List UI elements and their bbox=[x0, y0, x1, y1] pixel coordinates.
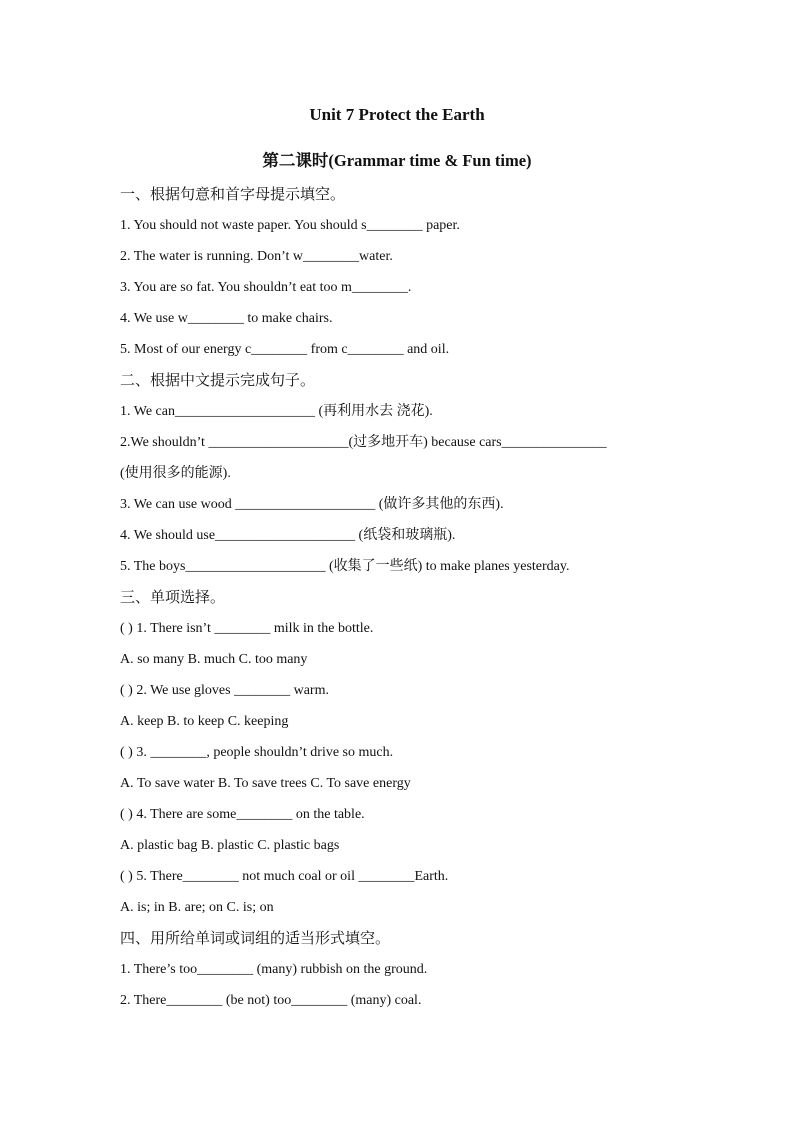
exercise-line: ( ) 2. We use gloves ________ warm. bbox=[120, 683, 329, 698]
exercise-line: 5. Most of our energy c________ from c________ and oil. bbox=[120, 342, 450, 357]
section-heading: 二、根据中文提示完成句子。 bbox=[120, 373, 316, 389]
exercise-line: A. is; in B. are; on C. is; on bbox=[120, 900, 274, 915]
exercise-line: 3. You are so fat. You shouldn’t eat too m________. bbox=[120, 280, 412, 295]
exercise-line: 5. The boys____________________ (收集了一些纸) to make planes yesterday. bbox=[120, 559, 570, 574]
exercise-line: 2.We shouldn’t ____________________(过多地开车) because cars_______________ bbox=[120, 435, 607, 450]
exercise-line: A. so many B. much C. too many bbox=[120, 652, 308, 667]
exercise-line: ( ) 3. ________, people shouldn’t drive so much. bbox=[120, 745, 394, 760]
section-heading: 四、用所给单词或词组的适当形式填空。 bbox=[120, 931, 391, 947]
exercise-line: 3. We can use wood ____________________ (做许多其他的东西). bbox=[120, 497, 504, 512]
exercise-line: A. To save water B. To save trees C. To save energy bbox=[120, 776, 411, 791]
exercise-line: 1. There’s too________ (many) rubbish on the ground. bbox=[120, 962, 428, 977]
exercise-line: ( ) 4. There are some________ on the table. bbox=[120, 807, 365, 822]
page-subtitle: 第二课时(Grammar time & Fun time) bbox=[262, 151, 532, 170]
exercise-line: A. plastic bag B. plastic C. plastic bags bbox=[120, 838, 340, 853]
exercise-line: 2. There________ (be not) too________ (many) coal. bbox=[120, 993, 422, 1008]
exercise-line: ( ) 1. There isn’t ________ milk in the bottle. bbox=[120, 621, 374, 636]
page-title: Unit 7 Protect the Earth bbox=[309, 105, 485, 124]
exercise-line: (使用很多的能源). bbox=[120, 466, 231, 481]
section-heading: 三、单项选择。 bbox=[120, 590, 226, 606]
exercise-line: 2. The water is running. Don’t w________water. bbox=[120, 249, 393, 264]
section-heading: 一、根据句意和首字母提示填空。 bbox=[120, 187, 346, 203]
exercise-line: 4. We should use____________________ (纸袋和玻璃瓶). bbox=[120, 528, 456, 543]
exercise-line: A. keep B. to keep C. keeping bbox=[120, 714, 289, 729]
exercise-line: 1. You should not waste paper. You should s________ paper. bbox=[120, 218, 460, 233]
exercise-line: 1. We can____________________ (再利用水去 浇花). bbox=[120, 404, 433, 419]
exercise-lines bbox=[120, 182, 680, 1019]
exercise-line: ( ) 5. There________ not much coal or oil ________Earth. bbox=[120, 869, 449, 884]
exercise-line: 4. We use w________ to make chairs. bbox=[120, 311, 333, 326]
